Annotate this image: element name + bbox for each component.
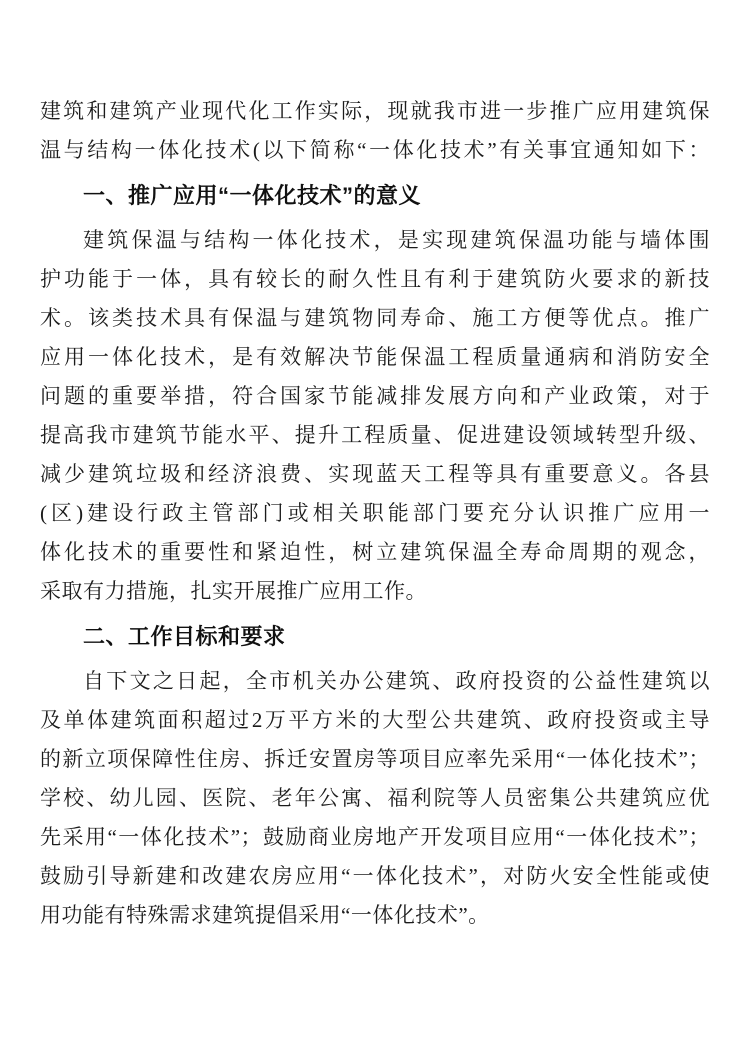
text-line: 提高我市建筑节能水平、提升工程质量、促进建设领域转型升级、 [40,423,710,447]
text-line: 学校、幼儿园、医院、老年公寓、福利院等人员密集公共建筑应优 [40,786,710,810]
heading-line: 二、工作目标和要求 [83,624,286,649]
text-line: 鼓励引导新建和改建农房应用“一体化技术”，对防火安全性能或使 [40,864,710,888]
text-line: 体化技术的重要性和紧迫性，树立建筑保温全寿命周期的观念， [40,540,710,564]
opening-paragraph [40,92,710,170]
text-line: 及单体建筑面积超过2万平方米的大型公共建筑、政府投资或主导 [40,708,710,732]
text-line: 减少建筑垃圾和经济浪费、实现蓝天工程等具有重要意义。各县 [40,462,710,486]
text-line: 护功能于一体，具有较长的耐久性且有利于建筑防火要求的新技 [40,267,710,291]
text-line: 问题的重要举措，符合国家节能减排发展方向和产业政策，对于 [40,384,710,408]
heading-line: 一、推广应用“一体化技术”的意义 [83,183,422,208]
text-line: 建筑保温与结构一体化技术，是实现建筑保温功能与墙体围 [83,228,710,252]
section-1-paragraph [40,221,710,611]
text-line: 温与结构一体化技术(以下简称“一体化技术”有关事宜通知如下： [40,138,710,162]
section-2-heading [40,617,710,656]
text-line: 自下文之日起，全市机关办公建筑、政府投资的公益性建筑以 [83,669,710,693]
section-1-heading [40,176,710,215]
section-2-paragraph [40,662,710,935]
text-line: 采取有力措施，扎实开展推广应用工作。 [40,579,427,603]
document-content [40,92,710,935]
text-line: (区)建设行政主管部门或相关职能部门要充分认识推广应用一 [40,501,710,525]
text-line: 的新立项保障性住房、拆迁安置房等项目应率先采用“一体化技术”； [40,747,710,771]
text-line: 术。该类技术具有保温与建筑物同寿命、施工方便等优点。推广 [40,306,710,330]
text-line: 应用一体化技术，是有效解决节能保温工程质量通病和消防安全 [40,345,710,369]
text-line: 建筑和建筑产业现代化工作实际，现就我市进一步推广应用建筑保 [40,99,710,123]
text-line: 用功能有特殊需求建筑提倡采用“一体化技术”。 [40,903,490,927]
text-line: 先采用“一体化技术”；鼓励商业房地产开发项目应用“一体化技术”； [40,825,710,849]
